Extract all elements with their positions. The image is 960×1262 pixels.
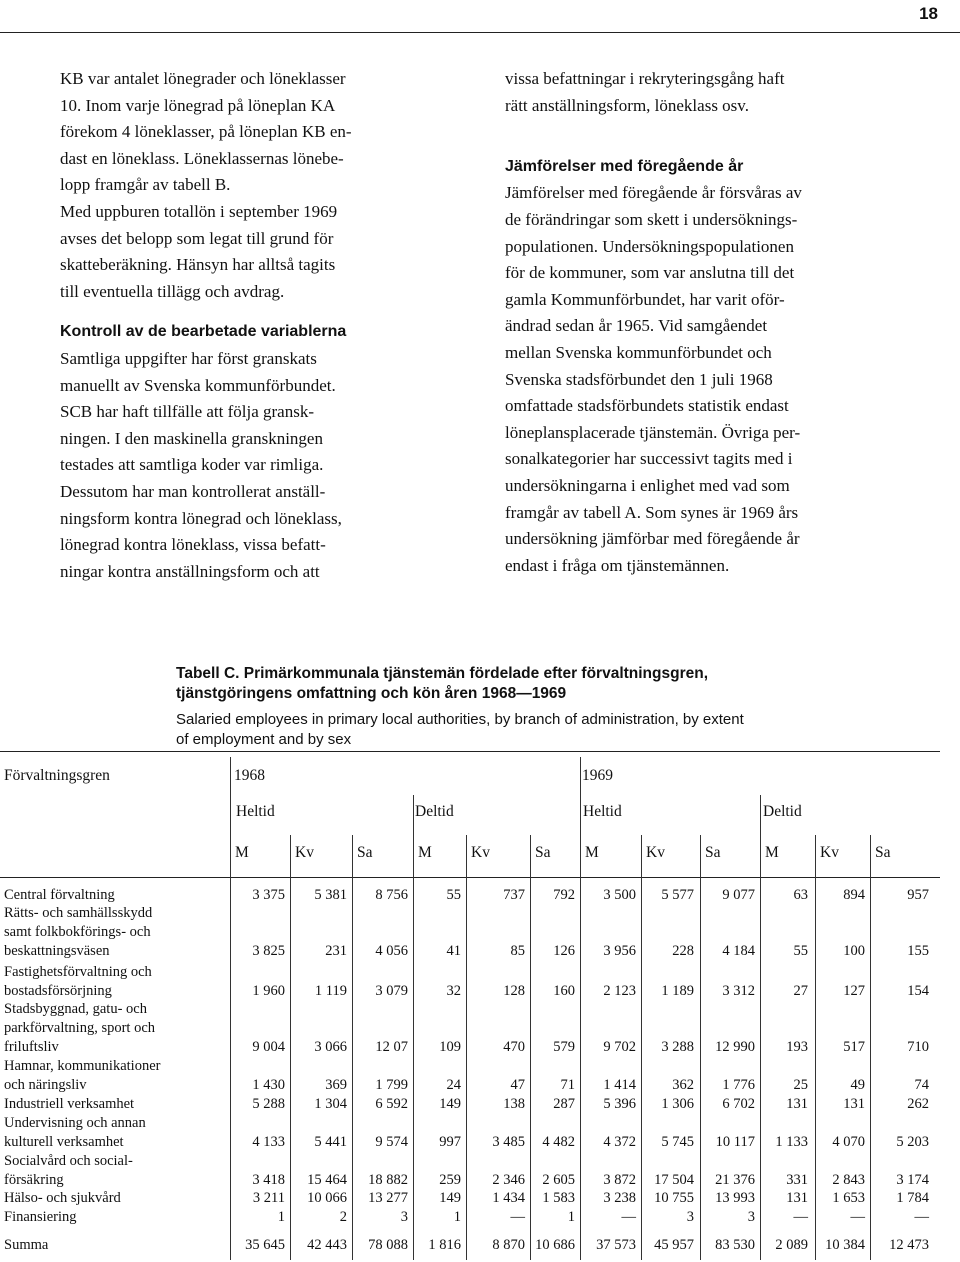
table-cell: 1 816 <box>428 1237 461 1253</box>
table-cell: 3 174 <box>896 1172 929 1188</box>
table-cell: 3 375 <box>252 887 285 903</box>
sex-header-sa: Sa <box>535 844 551 861</box>
row-label: Rätts- och samhällsskydd <box>4 905 153 921</box>
table-cell: 362 <box>672 1077 694 1093</box>
text-line: manuellt av Svenska kommunförbundet. <box>60 375 336 395</box>
table-cell: 49 <box>850 1077 865 1093</box>
table-cell: 1 799 <box>375 1077 408 1093</box>
table-cell: 3 956 <box>603 943 636 959</box>
row-label: Industriell verksamhet <box>4 1096 135 1112</box>
table-cell: 8 756 <box>375 887 408 903</box>
table-cell: 4 070 <box>832 1134 865 1150</box>
table-cell: 1 <box>277 1209 285 1225</box>
row-label: friluftsliv <box>4 1039 59 1055</box>
table-cell: 579 <box>553 1039 575 1055</box>
text-line: löneplansplacerade tjänstemän. Övriga per- <box>505 422 801 442</box>
sex-header-sa: Sa <box>357 844 373 861</box>
table-cell: 997 <box>439 1134 461 1150</box>
text-line: ningar kontra anställningsform och att <box>60 561 320 581</box>
table-cell: 18 882 <box>368 1172 408 1188</box>
table-cell: 5 288 <box>252 1096 285 1112</box>
sex-header-m: M <box>585 844 599 861</box>
text-line: ningsform kontra lönegrad och löneklass, <box>60 508 342 528</box>
text-line: skatteberäkning. Hänsyn har alltså tagits <box>60 255 336 275</box>
table-cell: 1 306 <box>661 1096 694 1112</box>
table-title-line: Tabell C. Primärkommunala tjänstemän fördelade efter förvaltningsgren, <box>176 665 709 682</box>
table-cell: 13 277 <box>368 1190 408 1206</box>
table-cell: 957 <box>907 887 929 903</box>
table-cell: 2 605 <box>542 1172 575 1188</box>
table-cell: 8 870 <box>492 1237 525 1253</box>
table-cell: 47 <box>510 1077 525 1093</box>
table-title <box>176 664 936 704</box>
table-cell: 131 <box>843 1096 865 1112</box>
table-cell: 5 203 <box>896 1134 929 1150</box>
table-cell: 41 <box>446 943 461 959</box>
text-line: ändrad sedan år 1965. Vid samgåendet <box>505 316 768 336</box>
table-cell: 737 <box>503 887 525 903</box>
table-cell: 470 <box>503 1039 525 1055</box>
sex-header-m: M <box>765 844 779 861</box>
text-line: till eventuella tillägg och avdrag. <box>60 281 285 301</box>
right-column <box>505 66 917 579</box>
sex-header-m: M <box>235 844 249 861</box>
text-line: lopp framgår av tabell B. <box>60 175 231 195</box>
table-cell: 4 482 <box>542 1134 575 1150</box>
sex-header-kv: Kv <box>295 844 314 861</box>
row-label: Finansiering <box>4 1209 77 1225</box>
page-number: 18 <box>919 4 938 23</box>
table-cell: 1 653 <box>832 1190 865 1206</box>
table-cell: 10 066 <box>307 1190 347 1206</box>
table-cell: 71 <box>560 1077 575 1093</box>
left-column <box>60 66 470 585</box>
table-cell: 1 189 <box>661 983 694 999</box>
row-label: bostadsförsörjning <box>4 983 112 999</box>
table-cell: 6 592 <box>375 1096 408 1112</box>
table-cell: 1 434 <box>492 1190 525 1206</box>
table-cell: 109 <box>439 1039 461 1055</box>
table-cell: 3 238 <box>603 1190 636 1206</box>
table-cell: 3 288 <box>661 1039 694 1055</box>
extent-header-deltid-1968: Deltid <box>415 803 454 820</box>
table-cell: 1 960 <box>252 983 285 999</box>
text-line: 10. Inom varje lönegrad på löneplan KA <box>60 95 336 115</box>
table-subtitle-line: Salaried employees in primary local authorities, by branch of administration, by extent <box>176 711 744 728</box>
table-cell: 12 07 <box>375 1039 408 1055</box>
table-cell: 131 <box>786 1096 808 1112</box>
row-label: Summa <box>4 1237 49 1253</box>
table-cell: 894 <box>843 887 865 903</box>
top-rule <box>0 32 960 33</box>
table-cell: 3 <box>747 1209 755 1225</box>
table-cell: 3 418 <box>252 1172 285 1188</box>
table-cell: 9 004 <box>252 1039 285 1055</box>
extent-header-deltid-1969: Deltid <box>763 803 802 820</box>
row-label: Hälso- och sjukvård <box>4 1190 121 1206</box>
text-line: KB var antalet lönegrader och löneklasser <box>60 69 346 88</box>
text-line: SCB har haft tillfälle att följa gransk- <box>60 402 314 422</box>
text-line: Jämförelser med föregående år försvåras av <box>505 183 802 203</box>
row-label: beskattningsväsen <box>4 943 110 959</box>
row-label: Socialvård och social- <box>4 1153 133 1169</box>
table-cell: 3 066 <box>314 1039 347 1055</box>
table-cell: 45 957 <box>654 1237 694 1253</box>
table-cell: 4 184 <box>722 943 755 959</box>
row-label: Fastighetsförvaltning och <box>4 964 152 980</box>
table-cell: 9 702 <box>603 1039 636 1055</box>
text-line: testades att samtliga koder var rimliga. <box>60 455 324 475</box>
text-line: framgår av tabell A. Som synes är 1969 års <box>505 502 799 522</box>
table-cell: 138 <box>503 1096 525 1112</box>
text-line: avses det belopp som legat till grund för <box>60 228 334 248</box>
table-cell: 21 376 <box>715 1172 755 1188</box>
text-line: undersökningarna i enlighet med vad som <box>505 475 790 495</box>
table-cell: — <box>793 1209 808 1225</box>
sex-header-kv: Kv <box>471 844 490 861</box>
section-heading-kontroll: Kontroll av de bearbetade variablerna <box>60 323 347 341</box>
table-cell: 149 <box>439 1096 461 1112</box>
row-label: kulturell verksamhet <box>4 1134 124 1150</box>
right-paragraph-2 <box>505 180 917 579</box>
row-label: Hamnar, kommunikationer <box>4 1058 161 1074</box>
table-cell: — <box>850 1209 865 1225</box>
table-cell: 35 645 <box>245 1237 285 1253</box>
table-cell: 32 <box>446 983 461 999</box>
table-cell: 83 530 <box>715 1237 755 1253</box>
text-line: omfattade stadsförbundets statistik endast <box>505 396 789 416</box>
table-cell: 1 133 <box>775 1134 808 1150</box>
table-cell: 131 <box>786 1190 808 1206</box>
table-cell: 5 441 <box>314 1134 347 1150</box>
table-cell: 792 <box>553 887 575 903</box>
table-cell: 3 <box>686 1209 694 1225</box>
table-cell: 63 <box>793 887 808 903</box>
text-line: Samtliga uppgifter har först granskats <box>60 348 317 368</box>
text-line: undersökning jämförbar med föregående år <box>505 529 800 549</box>
table-cell: 13 993 <box>715 1190 755 1206</box>
table-cell: 42 443 <box>307 1237 347 1253</box>
text-line: sonalkategorier har successivt tagits med i <box>505 449 793 469</box>
row-label: samt folkbokförings- och <box>4 924 151 940</box>
table-cell: 5 577 <box>661 887 694 903</box>
table-cell: 10 686 <box>535 1237 575 1253</box>
table-cell: 710 <box>907 1039 929 1055</box>
row-label: Undervisning och annan <box>4 1115 146 1131</box>
right-paragraph-1 <box>505 66 917 119</box>
table-cell: 3 079 <box>375 983 408 999</box>
table-cell: 10 755 <box>654 1190 694 1206</box>
table-cell: — <box>510 1209 525 1225</box>
text-line: mellan Svenska kommunförbundet och <box>505 342 772 362</box>
row-label: Central förvaltning <box>4 887 115 903</box>
row-label: Stadsbyggnad, gatu- och <box>4 1001 147 1017</box>
table-subtitle <box>176 710 916 750</box>
table-cell: 128 <box>503 983 525 999</box>
table-cell: 231 <box>325 943 347 959</box>
extent-header-heltid-1968: Heltid <box>236 803 275 820</box>
text-line: dast en löneklass. Löneklassernas lönebe- <box>60 148 344 168</box>
text-line: för de kommuner, som var anslutna till det <box>505 263 795 283</box>
text-line: Med uppburen totallön i september 1969 <box>60 201 338 221</box>
table-cell: 5 381 <box>314 887 347 903</box>
left-paragraph-2 <box>60 199 470 305</box>
table-top-rule <box>0 751 940 752</box>
text-line: ningen. I den maskinella granskningen <box>60 428 323 448</box>
table-cell: 517 <box>843 1039 865 1055</box>
table-cell: 9 077 <box>722 887 755 903</box>
table-cell: 127 <box>843 983 865 999</box>
row-label: och näringsliv <box>4 1077 87 1093</box>
table-cell: 1 430 <box>252 1077 285 1093</box>
table-cell: 4 133 <box>252 1134 285 1150</box>
table-cell: 1 776 <box>722 1077 755 1093</box>
table-cell: 1 784 <box>896 1190 929 1206</box>
table-cell: 3 485 <box>492 1134 525 1150</box>
table-cell: — <box>621 1209 636 1225</box>
text-line: endast i fråga om tjänstemännen. <box>505 555 730 575</box>
stub-header: Förvaltningsgren <box>4 767 110 784</box>
text-line: Svenska stadsförbundet den 1 juli 1968 <box>505 369 773 389</box>
left-paragraph-3 <box>60 346 470 585</box>
text-line: Dessutom har man kontrollerat anställ- <box>60 481 326 501</box>
table-cell: 3 872 <box>603 1172 636 1188</box>
table-cell: 1 414 <box>603 1077 636 1093</box>
table-cell: 2 843 <box>832 1172 865 1188</box>
table-cell: 12 473 <box>889 1237 929 1253</box>
text-line: de förändringar som skett i undersöknings- <box>505 209 798 229</box>
table-cell: 74 <box>914 1077 929 1093</box>
table-cell: 3 211 <box>252 1190 285 1206</box>
table-cell: 5 396 <box>603 1096 636 1112</box>
table-cell: 1 <box>567 1209 575 1225</box>
table-cell: 4 056 <box>375 943 408 959</box>
table-cell: 369 <box>325 1077 347 1093</box>
table-cell: 15 464 <box>307 1172 347 1188</box>
table-cell: 2 346 <box>492 1172 525 1188</box>
year-header-1968: 1968 <box>234 767 265 784</box>
section-heading-jamforelser: Jämförelser med föregående år <box>505 157 744 175</box>
table-cell: 100 <box>843 943 865 959</box>
table-cell: 4 372 <box>603 1134 636 1150</box>
table-cell: 193 <box>786 1039 808 1055</box>
table-cell: 3 <box>400 1209 408 1225</box>
table-cell: 155 <box>907 943 929 959</box>
table-cell: 1 <box>453 1209 461 1225</box>
sex-header-kv: Kv <box>820 844 839 861</box>
sex-header-m: M <box>418 844 432 861</box>
row-label: parkförvaltning, sport och <box>4 1020 156 1036</box>
table-header-rule <box>0 877 940 878</box>
text-line: förekom 4 löneklasser, på löneplan KB en- <box>60 122 352 142</box>
table-cell: 10 384 <box>825 1237 865 1253</box>
table-cell: 3 825 <box>252 943 285 959</box>
text-line: vissa befattningar i rekryteringsgång haft <box>505 69 785 88</box>
sex-header-sa: Sa <box>875 844 891 861</box>
table-cell: 2 089 <box>775 1237 808 1253</box>
table-cell: 2 <box>339 1209 347 1225</box>
table-cell: 1 119 <box>314 983 347 999</box>
table-cell: 1 583 <box>542 1190 575 1206</box>
text-line: gamla Kommunförbundet, har varit oför- <box>505 289 785 309</box>
table-cell: 2 123 <box>603 983 636 999</box>
table-cell: 160 <box>553 983 575 999</box>
sex-header-kv: Kv <box>646 844 665 861</box>
year-header-1969: 1969 <box>582 767 613 784</box>
table-cell: 6 702 <box>722 1096 755 1112</box>
table-cell: 5 745 <box>661 1134 694 1150</box>
table-cell: 149 <box>439 1190 461 1206</box>
left-paragraph-1 <box>60 66 470 199</box>
table-cell: 55 <box>446 887 461 903</box>
table-title-line: tjänstgöringens omfattning och kön åren 1968—1969 <box>176 685 567 702</box>
table-cell: 85 <box>510 943 525 959</box>
row-label: försäkring <box>4 1172 64 1188</box>
text-line: rätt anställningsform, löneklass osv. <box>505 95 749 115</box>
table-cell: 9 574 <box>375 1134 408 1150</box>
table-cell: 10 117 <box>715 1134 755 1150</box>
table-cell: 262 <box>907 1096 929 1112</box>
text-line: populationen. Undersökningspopulationen <box>505 236 794 256</box>
table-cell: 27 <box>793 983 808 999</box>
table-cell: — <box>914 1209 929 1225</box>
table-cell: 3 312 <box>722 983 755 999</box>
table-cell: 37 573 <box>596 1237 636 1253</box>
table-subtitle-line: of employment and by sex <box>176 731 352 748</box>
table-cell: 259 <box>439 1172 461 1188</box>
text-line: lönegrad kontra löneklass, vissa befatt- <box>60 535 326 555</box>
table-cell: 126 <box>553 943 575 959</box>
table-cell: 12 990 <box>715 1039 755 1055</box>
sex-header-sa: Sa <box>705 844 721 861</box>
table-cell: 55 <box>793 943 808 959</box>
table-cell: 24 <box>446 1077 461 1093</box>
table-cell: 3 500 <box>603 887 636 903</box>
table-cell: 287 <box>553 1096 575 1112</box>
table-cell: 331 <box>786 1172 808 1188</box>
table-cell: 78 088 <box>368 1237 408 1253</box>
table-cell: 154 <box>907 983 929 999</box>
extent-header-heltid-1969: Heltid <box>583 803 622 820</box>
table-cell: 1 304 <box>314 1096 347 1112</box>
table-cell: 25 <box>793 1077 808 1093</box>
table-cell: 228 <box>672 943 694 959</box>
table-cell: 17 504 <box>654 1172 694 1188</box>
